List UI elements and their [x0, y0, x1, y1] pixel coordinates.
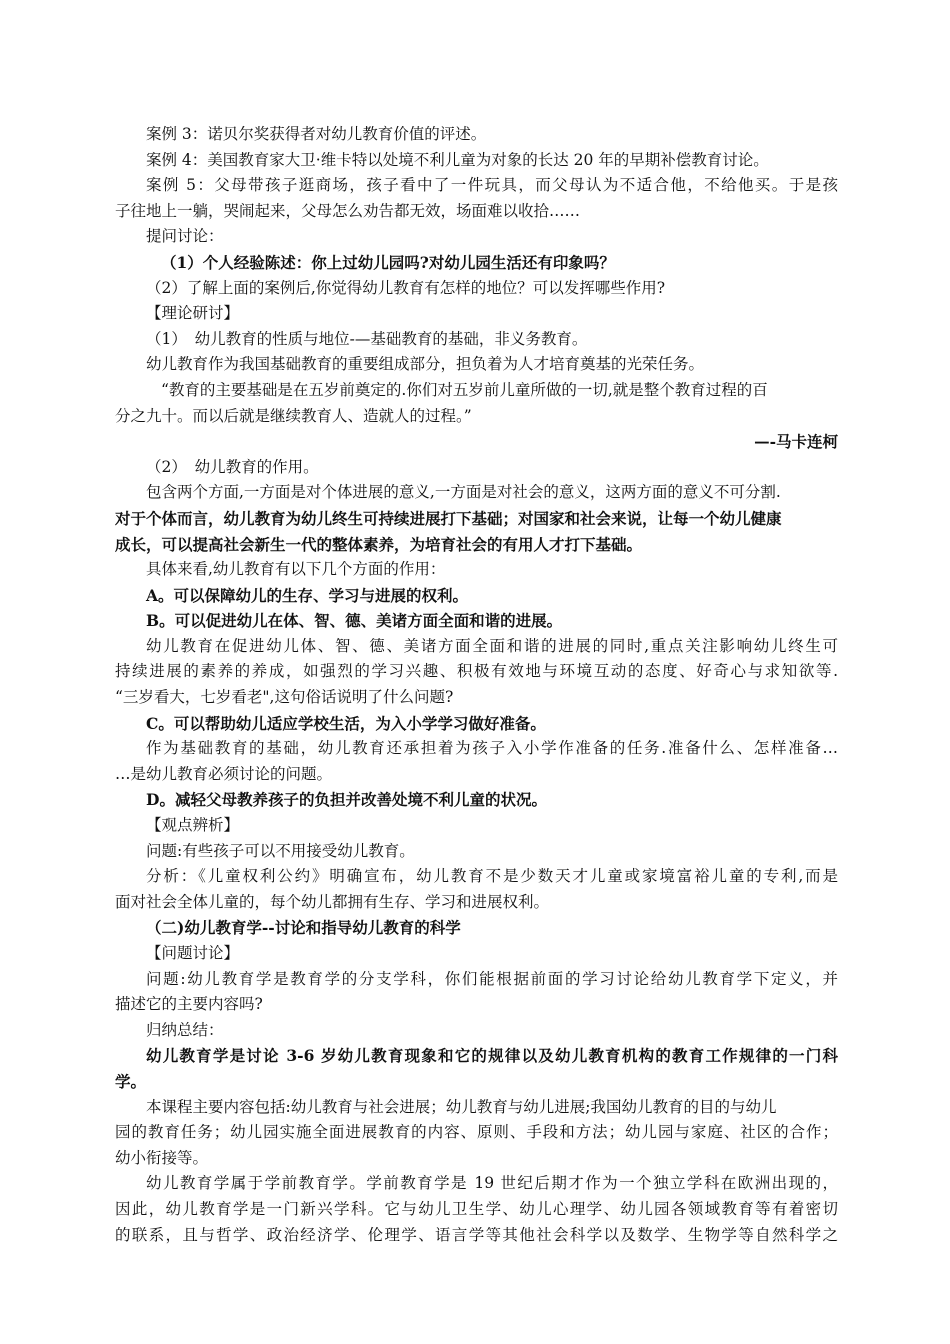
text-line: 幼儿教育学属于学前教育学。学前教育学是 19 世纪后期才作为一个独立学科在欧洲出现的，	[146, 1174, 838, 1193]
text-line: （二)幼儿教育学--讨论和指导幼儿教育的科学	[146, 918, 461, 938]
text-line: 子往地上一躺，哭闹起来，父母怎么劝告都无效，场面难以收拾……	[115, 201, 581, 220]
text-line: D。减轻父母教养孩子的负担并改善处境不利儿童的状况。	[146, 790, 547, 810]
text-line: …是幼儿教育必须讨论的问题。	[115, 764, 333, 783]
text-line: 归纳总结：	[146, 1020, 224, 1039]
text-line: 园的教育任务；幼儿园实施全面进展教育的内容、原则、手段和方法；幼儿园与家庭、社区的合作；	[115, 1123, 838, 1142]
text-line: 的联系，且与哲学、政治经济学、伦理学、语言学等其他社会科学以及数学、生物学等自然科学之	[115, 1225, 838, 1244]
text-line: 【观点辨析】	[146, 816, 240, 835]
text-line: 【问题讨论】	[146, 944, 240, 962]
text-line: “教育的主要基础是在五岁前奠定的.你们对五岁前儿童所做的一切,就是整个教育过程的百	[161, 380, 768, 399]
text-line: 对于个体而言，幼儿教育为幼儿终生可持续进展打下基础；对国家和社会来说，让每一个幼儿健康	[115, 508, 782, 528]
text-line: 描述它的主要内容吗?	[115, 995, 263, 1014]
text-line: 问题:有些孩子可以不用接受幼儿教育。	[146, 841, 415, 860]
document-body	[115, 122, 838, 1248]
text-line: —-马卡连柯	[754, 432, 838, 452]
text-line: 包含两个方面,一方面是对个体进展的意义,一方面是对社会的意义，这两方面的意义不可分割.	[146, 483, 781, 502]
text-line: 幼小衔接等。	[115, 1148, 209, 1167]
text-line: 作为基础教育的基础，幼儿教育还承担着为孩子入小学作准备的任务.准备什么、怎样准备…	[146, 739, 838, 758]
text-line: （2） 幼儿教育的作用。	[146, 457, 319, 476]
text-line: （1） 幼儿教育的性质与地位-—基础教育的基础，非义务教育。	[146, 329, 588, 348]
text-line: 分之九十。而以后就是继续教育人、造就人的过程。”	[115, 406, 472, 425]
text-line: 幼儿教育作为我国基础教育的重要组成部分，担负着为人才培育奠基的光荣任务。	[146, 355, 705, 374]
text-line: 提问讨论：	[146, 227, 224, 246]
text-line: 幼儿教育在促进幼儿体、智、德、美诸方面全面和谐的进展的同时,重点关注影响幼儿终生可	[146, 636, 838, 655]
text-line: 因此，幼儿教育学是一门新兴学科。它与幼儿卫生学、幼儿心理学、幼儿园各领域教育等有着密切	[115, 1199, 838, 1218]
text-line: A。可以保障幼儿的生存、学习与进展的权利。	[146, 585, 469, 605]
text-line: 【理论研讨】	[146, 304, 240, 323]
text-line: 面对社会全体儿童的，每个幼儿都拥有生存、学习和进展权利。	[115, 892, 550, 911]
text-line: （1）个人经验陈述：你上过幼儿园吗?对幼儿园生活还有印象吗？	[161, 252, 615, 272]
text-line: 学。	[115, 1071, 147, 1091]
text-line: 案例 3：诺贝尔奖获得者对幼儿教育价值的评述。	[146, 125, 487, 143]
text-line: 持续进展的素养的养成，如强烈的学习兴趣、积极有效地与环境互动的态度、好奇心与求知欲等.	[115, 662, 838, 681]
text-line: 案例 5：父母带孩子逛商场，孩子看中了一件玩具，而父母认为不适合他，不给他买。于是孩	[146, 176, 838, 195]
text-line: 具体来看,幼儿教育有以下几个方面的作用：	[146, 560, 446, 579]
text-line: 案例 4：美国教育家大卫·维卡特以处境不利儿童为对象的长达 20 年的早期补偿教育讨论。	[146, 150, 769, 169]
text-line: “三岁看大，七岁看老",这句俗话说明了什么问题?	[115, 688, 454, 707]
text-line: 幼儿教育学是讨论 3-6 岁幼儿教育现象和它的规律以及幼儿教育机构的教育工作规律的一门科	[146, 1046, 838, 1066]
text-line: 成长，可以提高社会新生一代的整体素养，为培育社会的有用人才打下基础。	[115, 534, 643, 554]
text-line: 问题:幼儿教育学是教育学的分支学科，你们能根据前面的学习讨论给幼儿教育学下定义，并	[146, 969, 838, 988]
text-line: 分析：《儿童权利公约》明确宣布，幼儿教育不是少数天才儿童或家境富裕儿童的专利,而是	[146, 867, 838, 886]
text-line: C。可以帮助幼儿适应学校生活，为入小学学习做好准备。	[146, 713, 546, 733]
text-line: 本课程主要内容包括:幼儿教育与社会进展；幼儿教育与幼儿进展;我国幼儿教育的目的与幼儿	[146, 1097, 777, 1116]
text-line: （2）了解上面的案例后,你觉得幼儿教育有怎样的地位？可以发挥哪些作用?	[146, 278, 666, 297]
text-line: B。可以促进幼儿在体、智、德、美诸方面全面和谐的进展。	[146, 611, 563, 631]
